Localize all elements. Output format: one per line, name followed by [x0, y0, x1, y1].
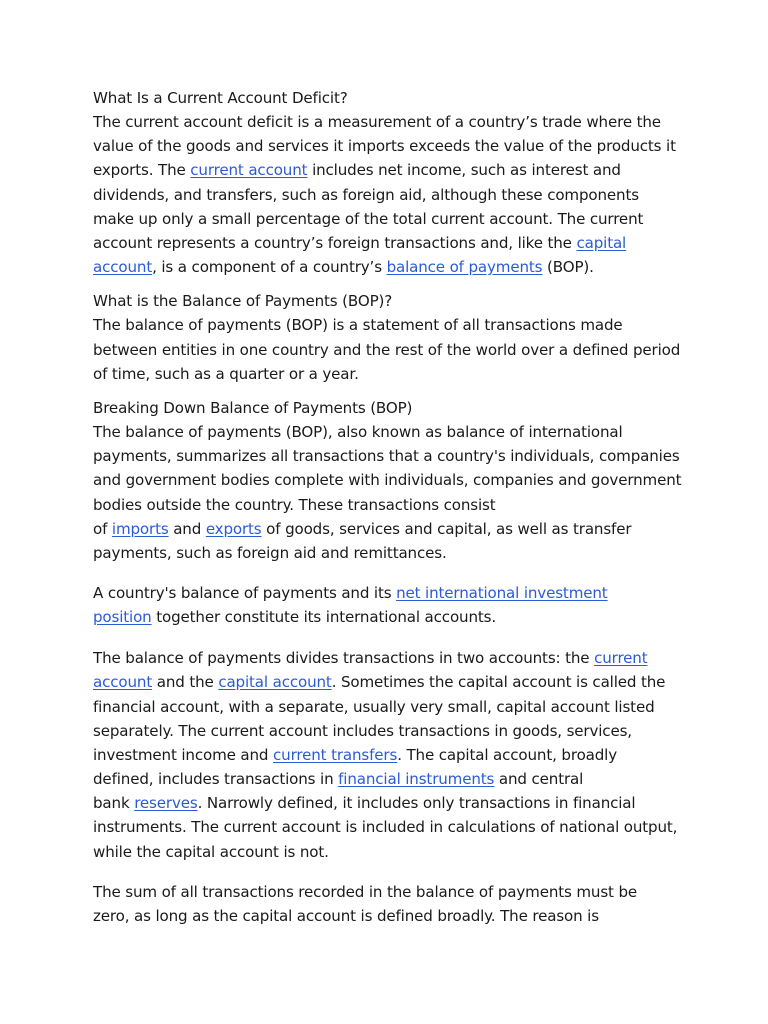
- inline-link[interactable]: position: [93, 608, 152, 627]
- text-line: [93, 493, 693, 517]
- section-heading: What Is a Current Account Deficit?: [93, 89, 348, 107]
- text-run: dividends, and transfers, such as foreign aid, although these components: [93, 185, 639, 204]
- inline-link[interactable]: current account: [190, 161, 308, 180]
- text-line: [93, 207, 693, 231]
- text-run: The balance of payments (BOP), also known as balance of international: [93, 423, 623, 442]
- text-line: [93, 420, 693, 444]
- text-line: [93, 110, 693, 134]
- section-heading: What is the Balance of Payments (BOP)?: [93, 292, 393, 311]
- text-line: [93, 313, 693, 337]
- text-run: of goods, services and capital, as well as transfer: [261, 519, 632, 538]
- text-line: [93, 158, 693, 182]
- inline-link[interactable]: reserves: [134, 794, 198, 813]
- text-run: and: [168, 519, 206, 538]
- text-line: [93, 362, 693, 386]
- text-line: [93, 338, 693, 362]
- text-run: while the capital account is not.: [93, 842, 329, 861]
- text-line: [93, 767, 693, 791]
- text-line: [93, 255, 693, 279]
- text-line: [93, 231, 693, 255]
- text-line: [93, 904, 693, 928]
- text-line: [93, 743, 693, 767]
- text-line: [93, 183, 693, 207]
- text-run: and government bodies complete with individuals, companies and government: [93, 471, 682, 490]
- text-line: [93, 791, 693, 815]
- paragraph: [93, 420, 693, 565]
- inline-link[interactable]: current transfers: [273, 745, 398, 764]
- inline-link[interactable]: imports: [111, 519, 169, 538]
- text-line: [93, 581, 693, 605]
- text-run: of time, such as a quarter or a year.: [93, 364, 359, 383]
- text-run: The current account deficit is a measurement of a country’s trade where the: [93, 113, 661, 132]
- text-run: defined, includes transactions in: [93, 770, 339, 789]
- text-run: investment income and: [93, 745, 274, 764]
- section-balance-of-payments: [93, 289, 693, 386]
- text-line: [93, 444, 693, 468]
- text-line: [93, 517, 693, 541]
- text-run: A country's balance of payments and its: [93, 583, 397, 602]
- text-run: value of the goods and services it imports exceeds the value of the products it: [93, 137, 676, 156]
- text-run: financial account, with a separate, usually very small, capital account listed: [93, 697, 655, 716]
- section-heading: Breaking Down Balance of Payments (BOP): [93, 398, 413, 417]
- paragraph: [93, 313, 693, 385]
- paragraph-international-accounts: [93, 581, 693, 629]
- text-run: The balance of payments (BOP) is a statement of all transactions made: [93, 316, 623, 335]
- text-run: bodies outside the country. These transactions consist: [93, 495, 496, 514]
- text-run: , is a component of a country’s: [152, 258, 387, 277]
- text-run: . Sometimes the capital account is called the: [331, 673, 666, 692]
- text-run: payments, summarizes all transactions that a country's individuals, companies: [93, 447, 680, 466]
- inline-link[interactable]: current: [594, 649, 648, 668]
- text-line: [93, 695, 693, 719]
- text-line: [93, 646, 693, 670]
- text-run: . Narrowly defined, it includes only transactions in financial: [197, 794, 636, 813]
- paragraph-two-accounts: [93, 646, 693, 863]
- text-line: [93, 880, 693, 904]
- inline-link[interactable]: balance of payments: [386, 258, 543, 277]
- inline-link[interactable]: account: [93, 258, 153, 277]
- text-run: between entities in one country and the rest of the world over a defined period: [93, 340, 681, 359]
- inline-link[interactable]: financial instruments: [338, 770, 495, 789]
- text-line: [93, 134, 693, 158]
- inline-link[interactable]: net international investment: [396, 583, 608, 602]
- text-run: together constitute its international accounts.: [151, 608, 496, 627]
- document-body: [93, 86, 693, 928]
- text-run: . The capital account, broadly: [397, 745, 618, 764]
- text-run: bank: [93, 794, 135, 813]
- text-run: (BOP).: [542, 258, 594, 277]
- text-line: [93, 719, 693, 743]
- text-line: [93, 468, 693, 492]
- text-run: of: [93, 519, 112, 538]
- text-run: account represents a country’s foreign transactions and, like the: [93, 233, 577, 252]
- text-line: [93, 670, 693, 694]
- paragraph-sum-of-transactions: [93, 880, 693, 928]
- text-run: and central: [494, 770, 584, 789]
- text-line: [93, 605, 693, 629]
- inline-link[interactable]: capital: [576, 233, 627, 252]
- inline-link[interactable]: account: [93, 673, 153, 692]
- text-run: The balance of payments divides transactions in two accounts: the: [93, 649, 595, 668]
- text-line: [93, 815, 693, 839]
- text-run: The sum of all transactions recorded in the balance of payments must be: [93, 882, 638, 901]
- text-line: [93, 541, 693, 565]
- text-run: instruments. The current account is included in calculations of national output,: [93, 818, 678, 837]
- text-line: [93, 840, 693, 864]
- inline-link[interactable]: capital account: [218, 673, 332, 692]
- paragraph: [93, 110, 693, 279]
- text-run: payments, such as foreign aid and remittances.: [93, 543, 447, 562]
- text-run: zero, as long as the capital account is defined broadly. The reason is: [93, 906, 599, 925]
- text-run: separately. The current account includes transactions in goods, services,: [93, 721, 632, 740]
- inline-link[interactable]: exports: [205, 519, 262, 538]
- text-run: make up only a small percentage of the total current account. The current: [93, 209, 644, 228]
- text-run: exports. The: [93, 161, 191, 180]
- section-current-account-deficit: [93, 86, 693, 279]
- text-run: includes net income, such as interest and: [307, 161, 621, 180]
- text-run: and the: [152, 673, 219, 692]
- section-breaking-down-bop: [93, 396, 693, 565]
